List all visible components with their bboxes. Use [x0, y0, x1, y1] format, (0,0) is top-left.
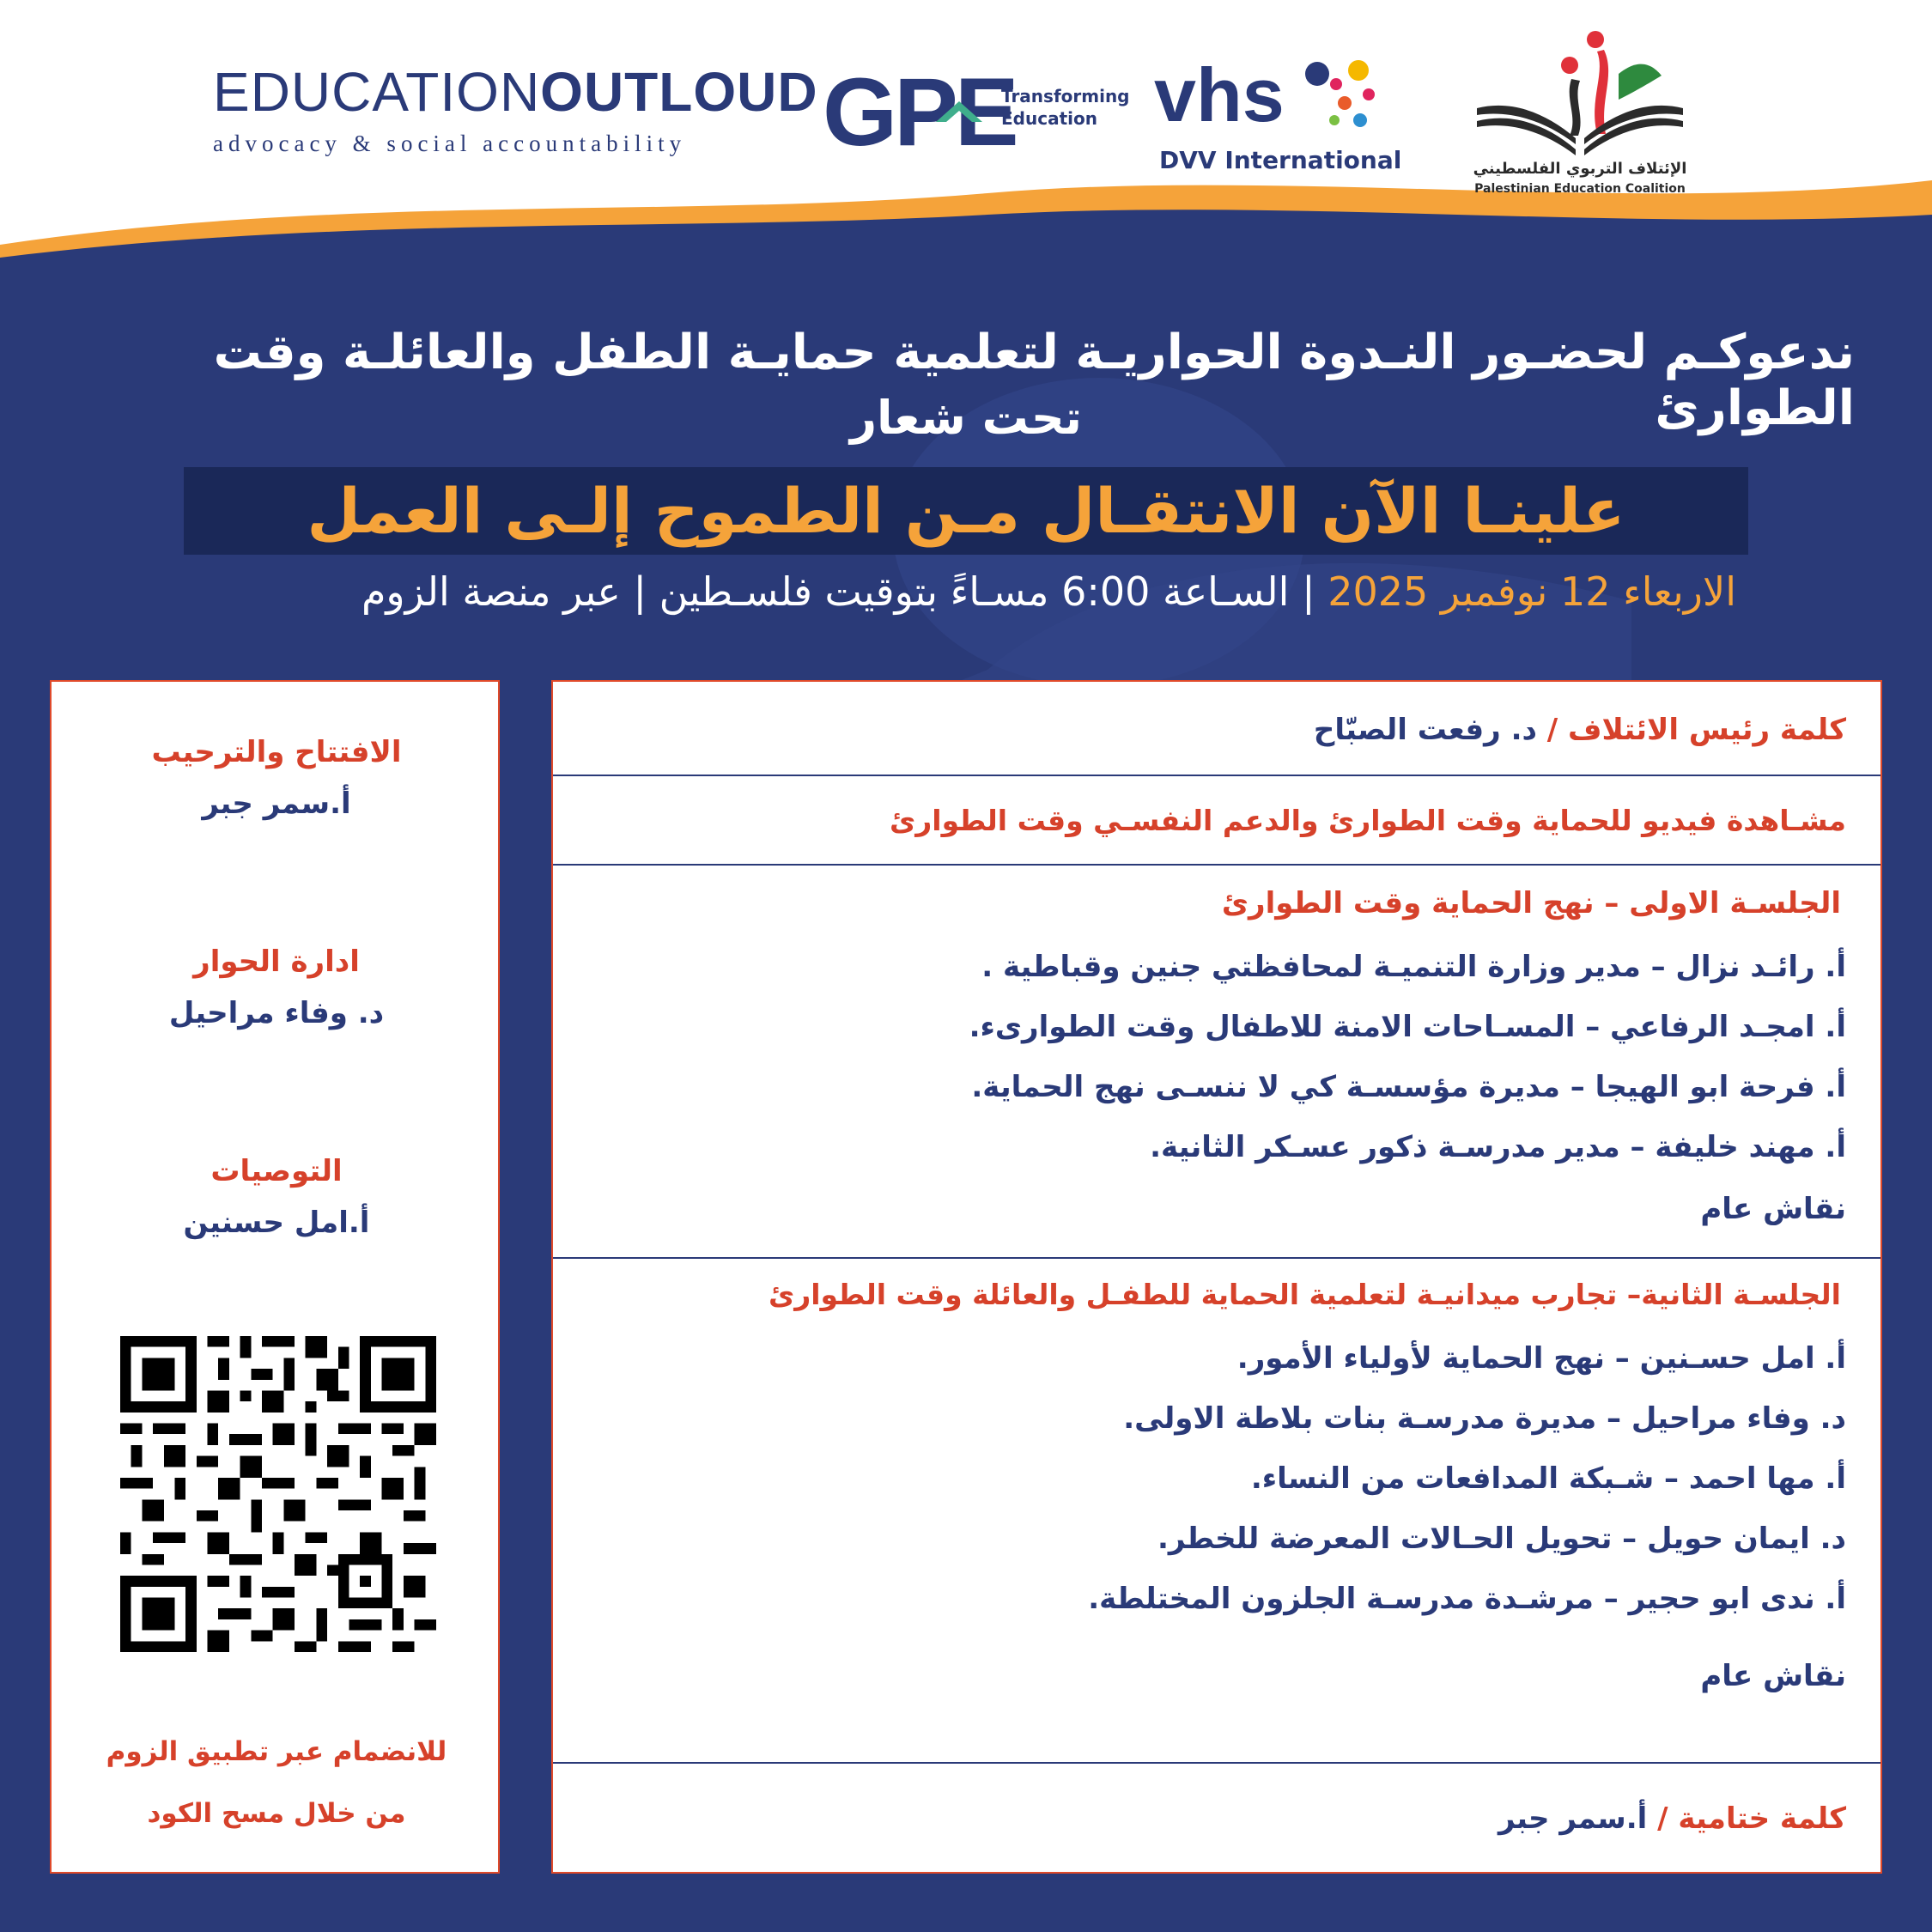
role-name-moderation: د. وفاء مراحيل [168, 996, 385, 1030]
vhs-dvv-logo [1154, 52, 1402, 180]
invite-line-1: ندعوكـم لحضـور النـدوة الحواريـة لتعلمية حمايـة الطفل والعائلـة وقت الطوارئ [213, 325, 1855, 436]
vhs-dots-icon [1291, 52, 1386, 137]
agenda-chair-row [601, 713, 1846, 747]
pec-name-en: Palestinian Education Coalition [1474, 182, 1686, 196]
event-time-platform: | السـاعة 6:00 مسـاءً بتوقيت فلسـطين | عبر منصة الزوم [361, 568, 1328, 615]
agenda-divider [553, 1762, 1880, 1764]
agenda-closing-label: كلمة ختامية / [1657, 1801, 1846, 1836]
session1-discussion: نقاش عام [1700, 1192, 1846, 1226]
session2-item: أ. امل حسـنين – نهج الحماية لأولياء الأمور. [1236, 1341, 1846, 1376]
education-outloud-logo [213, 60, 818, 157]
qr-note-line-2: من خلال مسح الكود [147, 1798, 406, 1829]
session2-item: أ. مها احمد – شـبكة المدافعات من النساء. [1250, 1461, 1846, 1496]
agenda-panel [551, 680, 1882, 1874]
session1-title: الجلسـة الاولى – نهج الحماية وقت الطوارئ [1221, 886, 1841, 920]
role-title-recommendations: التوصيات [210, 1154, 343, 1188]
roles-panel [50, 680, 500, 1874]
agenda-closing-name: أ.سمر جبر [1498, 1801, 1658, 1836]
session2-item: أ. ندى ابو حجير – مرشـدة مدرسـة الجلزون المختلطة. [1088, 1582, 1846, 1616]
session2-title: الجلسـة الثانية– تجارب ميدانيـة لتعلمية الحماية للطفـل والعائلة وقت الطوارئ [768, 1278, 1841, 1311]
agenda-closing-row [601, 1801, 1846, 1836]
vhs-letters: vhs [1154, 52, 1285, 137]
role-name-recommendations: أ.امل حسنين [183, 1206, 370, 1240]
gpe-arrow-icon [933, 96, 986, 141]
gpe-logo [823, 58, 1130, 166]
session2-discussion: نقاش عام [1700, 1659, 1846, 1693]
session1-item: أ. مهند خليفة – مدير مدرسـة ذكور عسـكر الثانية. [1150, 1130, 1846, 1164]
event-date: الاربعاء 12 نوفمبر 2025 [1327, 568, 1736, 615]
zoom-qr-code[interactable] [120, 1336, 436, 1652]
session2-item: د. ايمان حويل – تحويل الحـالات المعرضة للخطر. [1157, 1522, 1846, 1556]
vhs-subtitle: DVV International [1159, 146, 1402, 174]
slogan-text: علينـا الآن الانتقـال مـن الطموح إلـى العمل [307, 475, 1625, 547]
role-name-opening: أ.سمر جبر [202, 787, 351, 821]
invite-line-2: تحت شعار [849, 391, 1083, 445]
pec-name-ar: الإئتلاف التربوي الفلسطيني [1473, 160, 1687, 178]
gpe-tagline-1: Transforming [1001, 86, 1130, 106]
agenda-divider [553, 864, 1880, 866]
agenda-divider [553, 775, 1880, 776]
gpe-letters: GPE [823, 58, 1016, 166]
session1-item: أ. رائـد نزال – مدير وزارة التنميـة لمحافظتي جنين وقباطية . [981, 950, 1846, 984]
agenda-divider [553, 1257, 1880, 1259]
session1-item: أ. امجـد الرفاعي – المسـاحات الامنة للاطفال وقت الطوارىء. [969, 1010, 1846, 1044]
event-date-line [105, 568, 1736, 615]
session2-item: د. وفاء مراحيل – مديرة مدرسـة بنات بلاطة الاولى. [1123, 1401, 1846, 1436]
role-title-moderation: ادارة الحوار [193, 945, 360, 979]
logo-tagline: advocacy & social accountability [213, 131, 687, 156]
agenda-chair-label: كلمة رئيس الائتلاف / [1546, 713, 1846, 747]
session1-item: أ. فرحة ابو الهيجا – مديرة مؤسسـة كي لا ننسـى نهج الحماية. [971, 1070, 1846, 1104]
agenda-video: مشـاهدة فيديو للحماية وقت الطوارئ والدعم النفسـي وقت الطوارئ [890, 804, 1846, 837]
logo-education-text: EDUCATION [213, 61, 541, 123]
gpe-tagline-2: Education [1001, 108, 1097, 129]
pec-logo [1468, 22, 1692, 203]
logo-outloud-text: OUTLOUD [540, 61, 818, 123]
pec-book-figure-icon [1468, 22, 1692, 160]
qr-note-line-1: للانضمام عبر تطبيق الزوم [106, 1736, 447, 1767]
role-title-opening: الافتتاح والترحيب [151, 735, 402, 769]
agenda-chair-name: د. رفعت الصبّاح [1313, 713, 1547, 747]
